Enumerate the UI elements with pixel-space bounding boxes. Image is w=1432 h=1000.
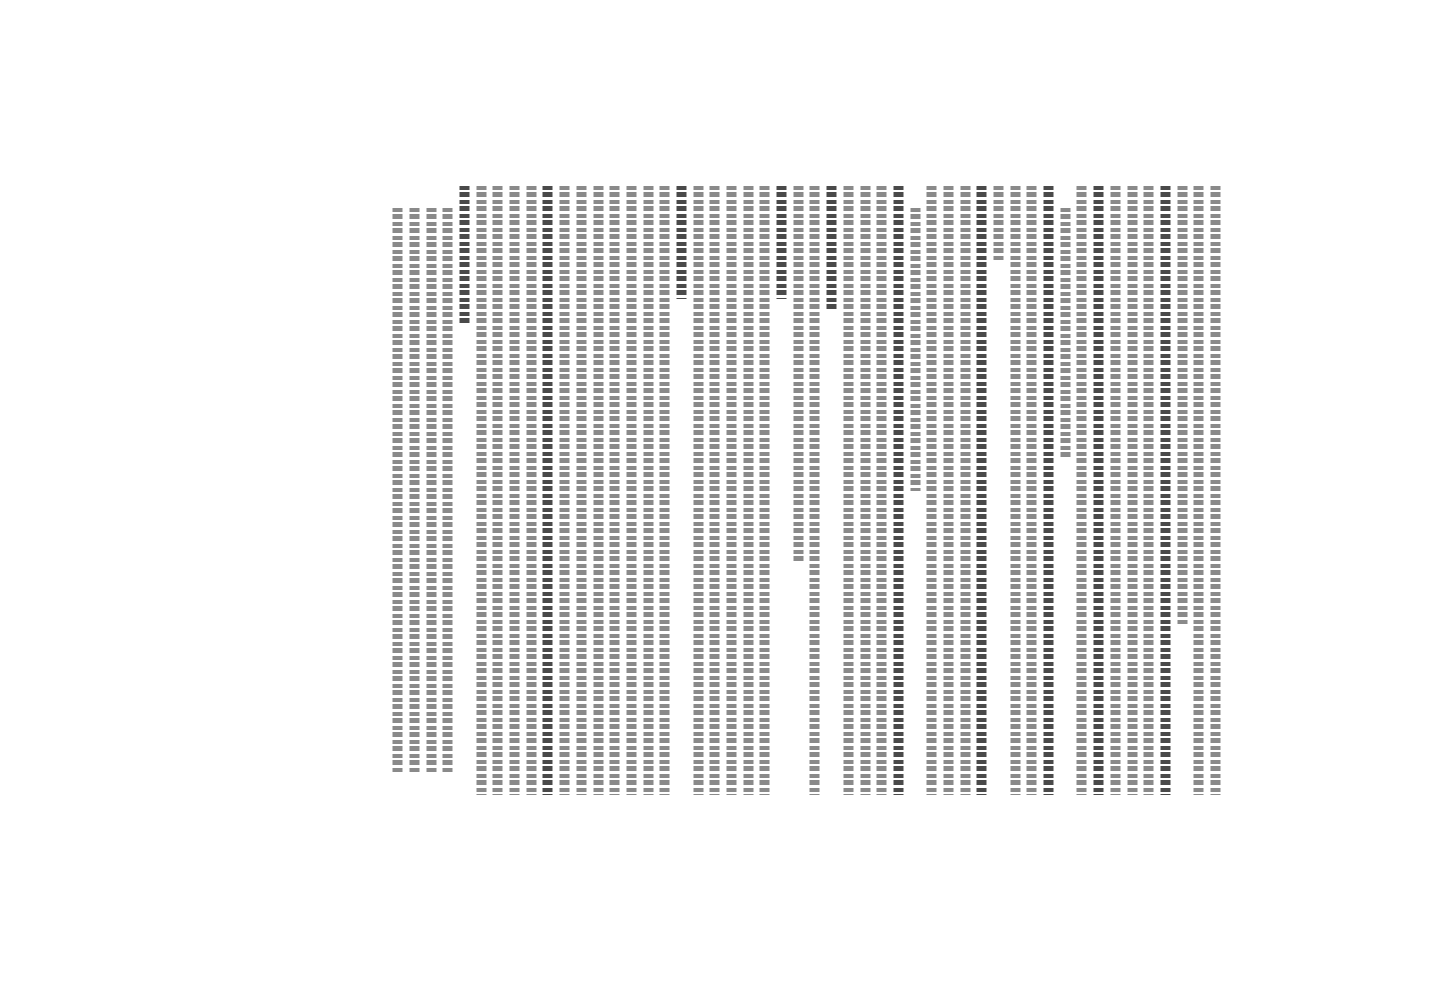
text-line	[473, 186, 490, 814]
text-line	[456, 186, 473, 814]
text-line	[740, 186, 757, 814]
text-line	[523, 186, 540, 814]
text-line	[489, 186, 506, 814]
text-line	[706, 186, 723, 814]
text-line	[1040, 186, 1057, 814]
page-number	[1237, 186, 1267, 814]
text-line	[623, 186, 640, 814]
text-line	[406, 186, 423, 814]
text-line	[1140, 186, 1157, 814]
text-line	[940, 186, 957, 814]
text-line	[723, 186, 740, 814]
text-line	[1157, 186, 1174, 814]
text-line	[856, 186, 873, 814]
text-line	[1073, 186, 1090, 814]
text-line	[1007, 186, 1024, 814]
text-line	[957, 186, 974, 814]
rotated-page	[142, 186, 1267, 814]
text-line	[539, 186, 556, 814]
digitization-credit	[20, 0, 40, 500]
text-line	[1090, 186, 1107, 814]
text-line	[690, 186, 707, 814]
text-line	[639, 186, 656, 814]
text-line	[823, 186, 840, 814]
text-line	[1207, 186, 1224, 814]
text-line	[756, 186, 773, 814]
text-line	[589, 186, 606, 814]
text-line	[806, 186, 823, 814]
text-line	[1173, 186, 1190, 814]
text-line	[1107, 186, 1124, 814]
text-line	[606, 186, 623, 814]
text-line	[906, 186, 923, 814]
text-line	[1057, 186, 1074, 814]
text-line	[573, 186, 590, 814]
text-line	[840, 186, 857, 814]
text-line	[1190, 186, 1207, 814]
text-line	[439, 186, 456, 814]
text-line	[890, 186, 907, 814]
text-line	[673, 186, 690, 814]
text-line	[1023, 186, 1040, 814]
text-line	[773, 186, 790, 814]
text-line	[873, 186, 890, 814]
text-line	[790, 186, 807, 814]
text-line	[389, 186, 406, 814]
text-line	[656, 186, 673, 814]
page-body	[389, 186, 1223, 814]
text-line	[423, 186, 440, 814]
text-line	[556, 186, 573, 814]
text-line	[990, 186, 1007, 814]
text-line	[506, 186, 523, 814]
text-line	[973, 186, 990, 814]
text-line	[923, 186, 940, 814]
text-line	[1123, 186, 1140, 814]
